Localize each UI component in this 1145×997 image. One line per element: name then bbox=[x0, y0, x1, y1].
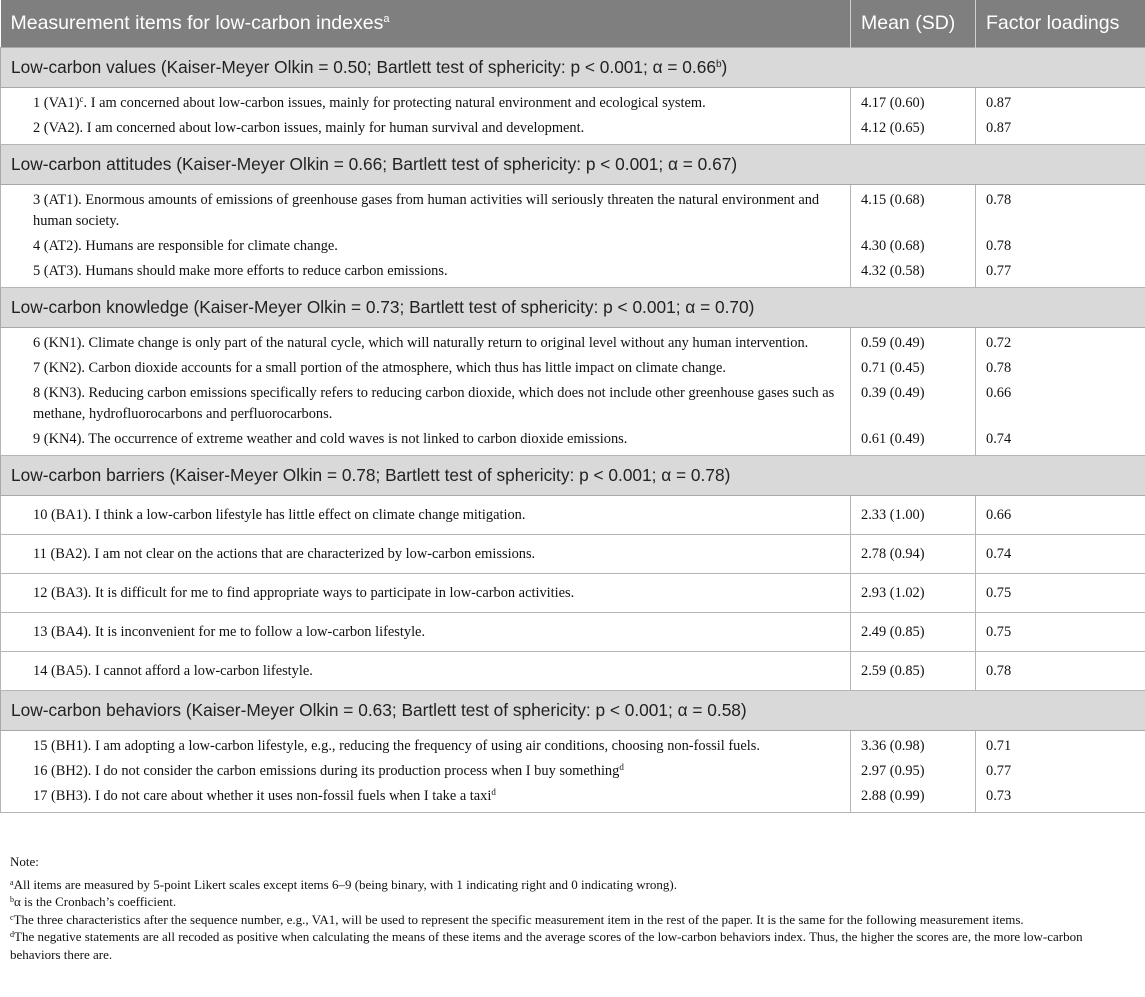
item-text: 9 (KN4). The occurrence of extreme weather and cold waves is not linked to carbon dioxide emissions. bbox=[1, 425, 851, 456]
item-loading: 0.78 bbox=[976, 354, 1145, 379]
item-loading: 0.66 bbox=[976, 495, 1145, 534]
item-loading: 0.77 bbox=[976, 257, 1145, 288]
item-mean: 4.32 (0.58) bbox=[851, 257, 976, 288]
footnote-mark: d bbox=[619, 761, 624, 772]
item-text: 6 (KN1). Climate change is only part of the natural cycle, which will naturally return to original level without any human intervention. bbox=[1, 327, 851, 354]
footnote-mark: d bbox=[491, 786, 496, 797]
item-text: 7 (KN2). Carbon dioxide accounts for a small portion of the atmosphere, which thus has little impact on climate change. bbox=[1, 354, 851, 379]
item-loading: 0.74 bbox=[976, 534, 1145, 573]
item-mean: 4.17 (0.60) bbox=[851, 87, 976, 114]
item-text: 2 (VA2). I am concerned about low-carbon issues, mainly for human survival and development. bbox=[1, 114, 851, 145]
item-text: 5 (AT3). Humans should make more efforts to reduce carbon emissions. bbox=[1, 257, 851, 288]
item-mean: 2.88 (0.99) bbox=[851, 782, 976, 813]
item-text: 4 (AT2). Humans are responsible for climate change. bbox=[1, 232, 851, 257]
item-text: 10 (BA1). I think a low-carbon lifestyle has little effect on climate change mitigation. bbox=[1, 495, 851, 534]
item-mean: 4.30 (0.68) bbox=[851, 232, 976, 257]
table-row bbox=[1, 354, 1145, 379]
table-row bbox=[1, 573, 1145, 612]
item-text: 11 (BA2). I am not clear on the actions that are characterized by low-carbon emissions. bbox=[1, 534, 851, 573]
table-row bbox=[1, 730, 1145, 757]
header-factor-loadings: Factor loadings bbox=[976, 0, 1145, 47]
item-mean: 2.78 (0.94) bbox=[851, 534, 976, 573]
section-title: Low-carbon knowledge (Kaiser-Meyer Olkin = 0.73; Bartlett test of sphericity: p < 0.001; α = 0.70) bbox=[1, 287, 1145, 327]
footnote-mark: d bbox=[10, 930, 14, 939]
item-text: 12 (BA3). It is difficult for me to find appropriate ways to participate in low-carbon activities. bbox=[1, 573, 851, 612]
item-mean: 2.93 (1.02) bbox=[851, 573, 976, 612]
table-row bbox=[1, 782, 1145, 813]
item-loading: 0.66 bbox=[976, 379, 1145, 425]
item-text: 16 (BH2). I do not consider the carbon emissions during its production process when I buy something$^d$ bbox=[1, 757, 851, 782]
footnote-mark: a bbox=[10, 877, 14, 887]
item-mean: 2.33 (1.00) bbox=[851, 495, 976, 534]
item-loading: 0.74 bbox=[976, 425, 1145, 456]
note-b: $^b$α is the Cronbach’s coefficient. bbox=[10, 894, 177, 909]
table-row bbox=[1, 534, 1145, 573]
footnote-mark: b bbox=[10, 895, 14, 904]
item-text: 14 (BA5). I cannot afford a low-carbon lifestyle. bbox=[1, 651, 851, 690]
table-row bbox=[1, 327, 1145, 354]
item-mean: 2.59 (0.85) bbox=[851, 651, 976, 690]
item-mean: 2.97 (0.95) bbox=[851, 757, 976, 782]
item-mean: 0.59 (0.49) bbox=[851, 327, 976, 354]
item-loading: 0.71 bbox=[976, 730, 1145, 757]
notes-title: Note: bbox=[10, 854, 39, 869]
item-mean: 4.15 (0.68) bbox=[851, 184, 976, 232]
section-header-attitudes bbox=[1, 144, 1145, 184]
item-loading: 0.87 bbox=[976, 87, 1145, 114]
note-a: $^a$All items are measured by 5-point Likert scales except items 6–9 (being binary, with 1 indicating right and 0 indicating wrong). bbox=[10, 876, 677, 892]
item-text: 15 (BH1). I am adopting a low-carbon lifestyle, e.g., reducing the frequency of using air conditions, choosing non-fossil fuels. bbox=[1, 730, 851, 757]
item-loading: 0.87 bbox=[976, 114, 1145, 145]
table-row bbox=[1, 184, 1145, 232]
table-row bbox=[1, 379, 1145, 425]
table-notes bbox=[0, 853, 1145, 963]
footnote-mark: c bbox=[79, 93, 84, 104]
item-loading: 0.78 bbox=[976, 651, 1145, 690]
item-text: 13 (BA4). It is inconvenient for me to follow a low-carbon lifestyle. bbox=[1, 612, 851, 651]
section-title: Low-carbon values (Kaiser-Meyer Olkin = 0.50; Bartlett test of sphericity: p < 0.001; α = 0.66$^b$) bbox=[1, 47, 1145, 87]
table-row bbox=[1, 87, 1145, 114]
section-title: Low-carbon behaviors (Kaiser-Meyer Olkin = 0.63; Bartlett test of sphericity: p < 0.001; α = 0.58) bbox=[1, 690, 1145, 730]
table-row bbox=[1, 612, 1145, 651]
note-c: $^c$The three characteristics after the sequence number, e.g., VA1, will be used to represent the specific measurement item in the rest of the paper. It is the same for the following measurement items. bbox=[10, 911, 1024, 927]
item-mean: 0.39 (0.49) bbox=[851, 379, 976, 425]
item-mean: 0.61 (0.49) bbox=[851, 425, 976, 456]
section-title: Low-carbon barriers (Kaiser-Meyer Olkin = 0.78; Bartlett test of sphericity: p < 0.001; α = 0.78) bbox=[1, 455, 1145, 495]
table-row bbox=[1, 425, 1145, 456]
item-loading: 0.78 bbox=[976, 232, 1145, 257]
item-loading: 0.75 bbox=[976, 612, 1145, 651]
table-row bbox=[1, 114, 1145, 145]
table-header-row bbox=[1, 0, 1145, 47]
item-text: 1 $(VA1)^c$. I am concerned about low-carbon issues, mainly for protecting natural environment and ecological system. bbox=[1, 87, 851, 114]
item-mean: 4.12 (0.65) bbox=[851, 114, 976, 145]
footnote-mark: c bbox=[10, 912, 14, 922]
item-mean: 2.49 (0.85) bbox=[851, 612, 976, 651]
item-loading: 0.72 bbox=[976, 327, 1145, 354]
item-text: 8 (KN3). Reducing carbon emissions specifically refers to reducing carbon dioxide, which does not include other greenhouse gases such as methane, hydrofluorocarbons and perfluorocarbons. bbox=[1, 379, 851, 425]
footnote-mark: a bbox=[383, 12, 390, 25]
header-mean-sd: Mean (SD) bbox=[851, 0, 976, 47]
item-mean: 0.71 (0.45) bbox=[851, 354, 976, 379]
item-loading: 0.73 bbox=[976, 782, 1145, 813]
note-d: $^d$The negative statements are all recoded as positive when calculating the means of these items and the average scores of the low-carbon behaviors index. Thus, the higher the scores are, the more low-carbon behaviors there are. bbox=[10, 929, 1083, 962]
table-row bbox=[1, 495, 1145, 534]
item-text: 17 (BH3). I do not care about whether it uses non-fossil fuels when I take a taxi$^d$ bbox=[1, 782, 851, 813]
section-header-behaviors bbox=[1, 690, 1145, 730]
section-header-knowledge bbox=[1, 287, 1145, 327]
table-row bbox=[1, 257, 1145, 288]
table-row bbox=[1, 232, 1145, 257]
item-loading: 0.75 bbox=[976, 573, 1145, 612]
item-mean: 3.36 (0.98) bbox=[851, 730, 976, 757]
table-row bbox=[1, 651, 1145, 690]
section-header-values bbox=[1, 47, 1145, 87]
item-loading: 0.78 bbox=[976, 184, 1145, 232]
footnote-mark: b bbox=[715, 58, 722, 70]
header-measurement-items: Measurement items for low-carbon indexes$^a$ bbox=[1, 0, 851, 47]
section-title: Low-carbon attitudes (Kaiser-Meyer Olkin = 0.66; Bartlett test of sphericity: p < 0.001; α = 0.67) bbox=[1, 144, 1145, 184]
item-loading: 0.77 bbox=[976, 757, 1145, 782]
table-row bbox=[1, 757, 1145, 782]
item-text: 3 (AT1). Enormous amounts of emissions of greenhouse gases from human activities will seriously threaten the natural environment and human society. bbox=[1, 184, 851, 232]
section-header-barriers bbox=[1, 455, 1145, 495]
